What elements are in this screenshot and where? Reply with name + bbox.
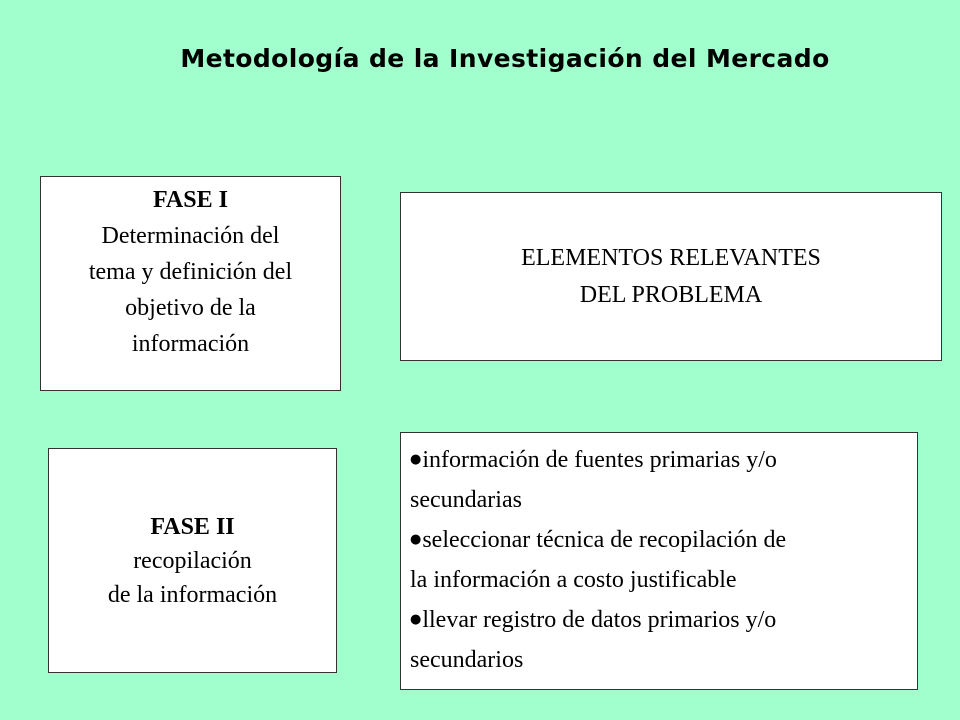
fase-1-line: tema y definición del	[88, 259, 293, 285]
bullet-item	[410, 600, 917, 680]
fase-2-box	[48, 448, 337, 673]
fase-1-heading: FASE I	[153, 187, 228, 213]
elementos-relevantes-box	[400, 192, 942, 361]
fase-2-line: recopilación	[133, 547, 252, 574]
bullet-item	[410, 520, 917, 600]
elementos-line: ELEMENTOS RELEVANTES	[521, 244, 821, 271]
fase-1-line: Determinación del	[101, 223, 280, 249]
bullet-item	[410, 440, 917, 520]
elementos-line: DEL PROBLEMA	[579, 281, 763, 308]
slide-title: Metodología de la Investigación del Mercado	[180, 44, 830, 73]
fase-1-line: información	[131, 331, 250, 357]
bullet-text: seleccionar técnica de recopilación de	[422, 527, 787, 553]
fase-2-line: de la información	[107, 581, 278, 608]
fase-2-heading: FASE II	[150, 513, 235, 540]
bullet-icon: ●	[410, 612, 422, 627]
fase-1-box	[40, 176, 341, 391]
bullet-text-continuation: secundarias	[410, 487, 522, 513]
bullet-text-continuation: secundarios	[410, 647, 524, 673]
bullet-text: información de fuentes primarias y/o	[422, 447, 777, 473]
fase-1-line: objetivo de la	[125, 295, 256, 321]
bullet-text-continuation: la información a costo justificable	[410, 567, 737, 593]
fase-2-details-box	[400, 432, 918, 690]
bullet-text: llevar registro de datos primarios y/o	[422, 607, 777, 633]
bullet-icon: ●	[410, 532, 422, 547]
bullet-icon: ●	[410, 452, 422, 467]
